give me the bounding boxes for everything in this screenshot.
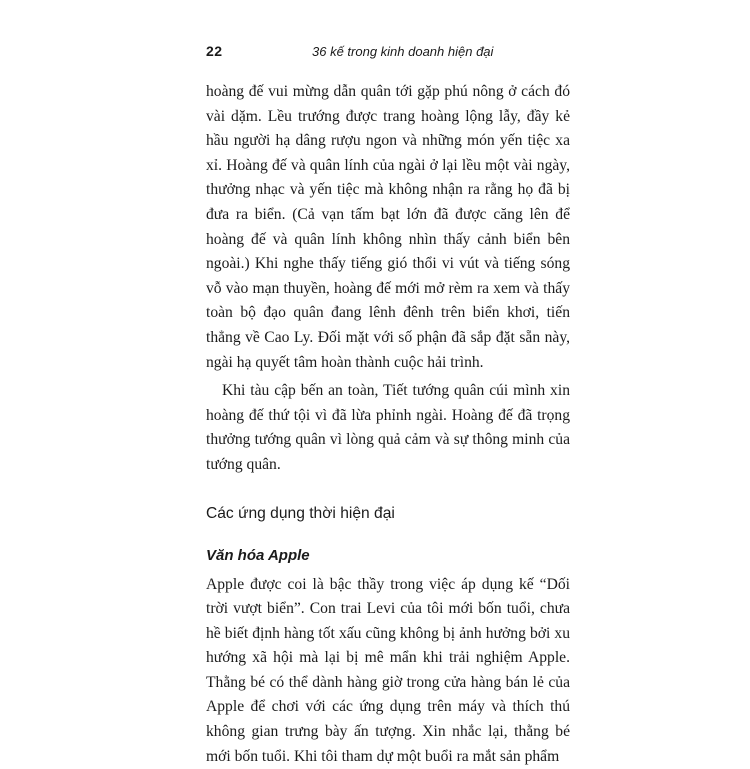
page-number: 22	[206, 43, 223, 59]
running-header	[206, 43, 561, 65]
book-title: 36 kế trong kinh doanh hiện đại	[312, 44, 493, 59]
sub-heading: Văn hóa Apple	[206, 545, 570, 567]
section-heading: Các ứng dụng thời hiện đại	[206, 503, 570, 525]
paragraph-apple-culture: Apple được coi là bậc thầy trong việc áp dụng kế “Dối trời vượt biển”. Con trai Levi của tôi mới bốn tuổi, chưa hề biết định hàng tốt xấu cũng không bị ảnh hưởng bởi xu hướng xã hội mà lại bị mê mẩn khi trải nghiệm Apple. Thằng bé có thể dành hàng giờ trong cửa hàng bán lẻ của Apple để chơi với các ứng dụng trên máy và thích thú không gian trưng bày ấn tượng. Xin nhắc lại, thằng bé mới bốn tuổi. Khi tôi tham dự một buổi ra mắt sản phẩm	[206, 573, 570, 769]
paragraph-story-ending: Khi tàu cập bến an toàn, Tiết tướng quân cúi mình xin hoàng đế thứ tội vì đã lừa phỉnh ngài. Hoàng đế đã trọng thưởng tướng quân vì lòng quả cảm và sự thông minh của tướng quân.	[206, 379, 570, 477]
paragraph-story-continued: hoàng đế vui mừng dẫn quân tới gặp phú nông ở cách đó vài dặm. Lều trướng được trang hoàng lộng lẫy, đầy kẻ hầu người hạ dâng rượu ngon và những món yến tiệc xa xỉ. Hoàng đế và quân lính của ngài ở lại lều một vài ngày, thưởng nhạc và yến tiệc mà không nhận ra rằng họ đã bị đưa ra biển. (Cả vạn tấm bạt lớn đã được căng lên để hoàng đế và quân lính không nhìn thấy cảnh biển bên ngoài.) Khi nghe thấy tiếng gió thổi vi vút và tiếng sóng vỗ vào mạn thuyền, hoàng đế mới mở rèm ra xem và thấy toàn bộ đạo quân đang lênh đênh trên biển khơi, tiến thẳng về Cao Ly. Đối mặt với số phận đã sắp đặt sẵn này, ngài hạ quyết tâm hoàn thành cuộc hải trình.	[206, 80, 570, 375]
body-text	[206, 80, 570, 769]
